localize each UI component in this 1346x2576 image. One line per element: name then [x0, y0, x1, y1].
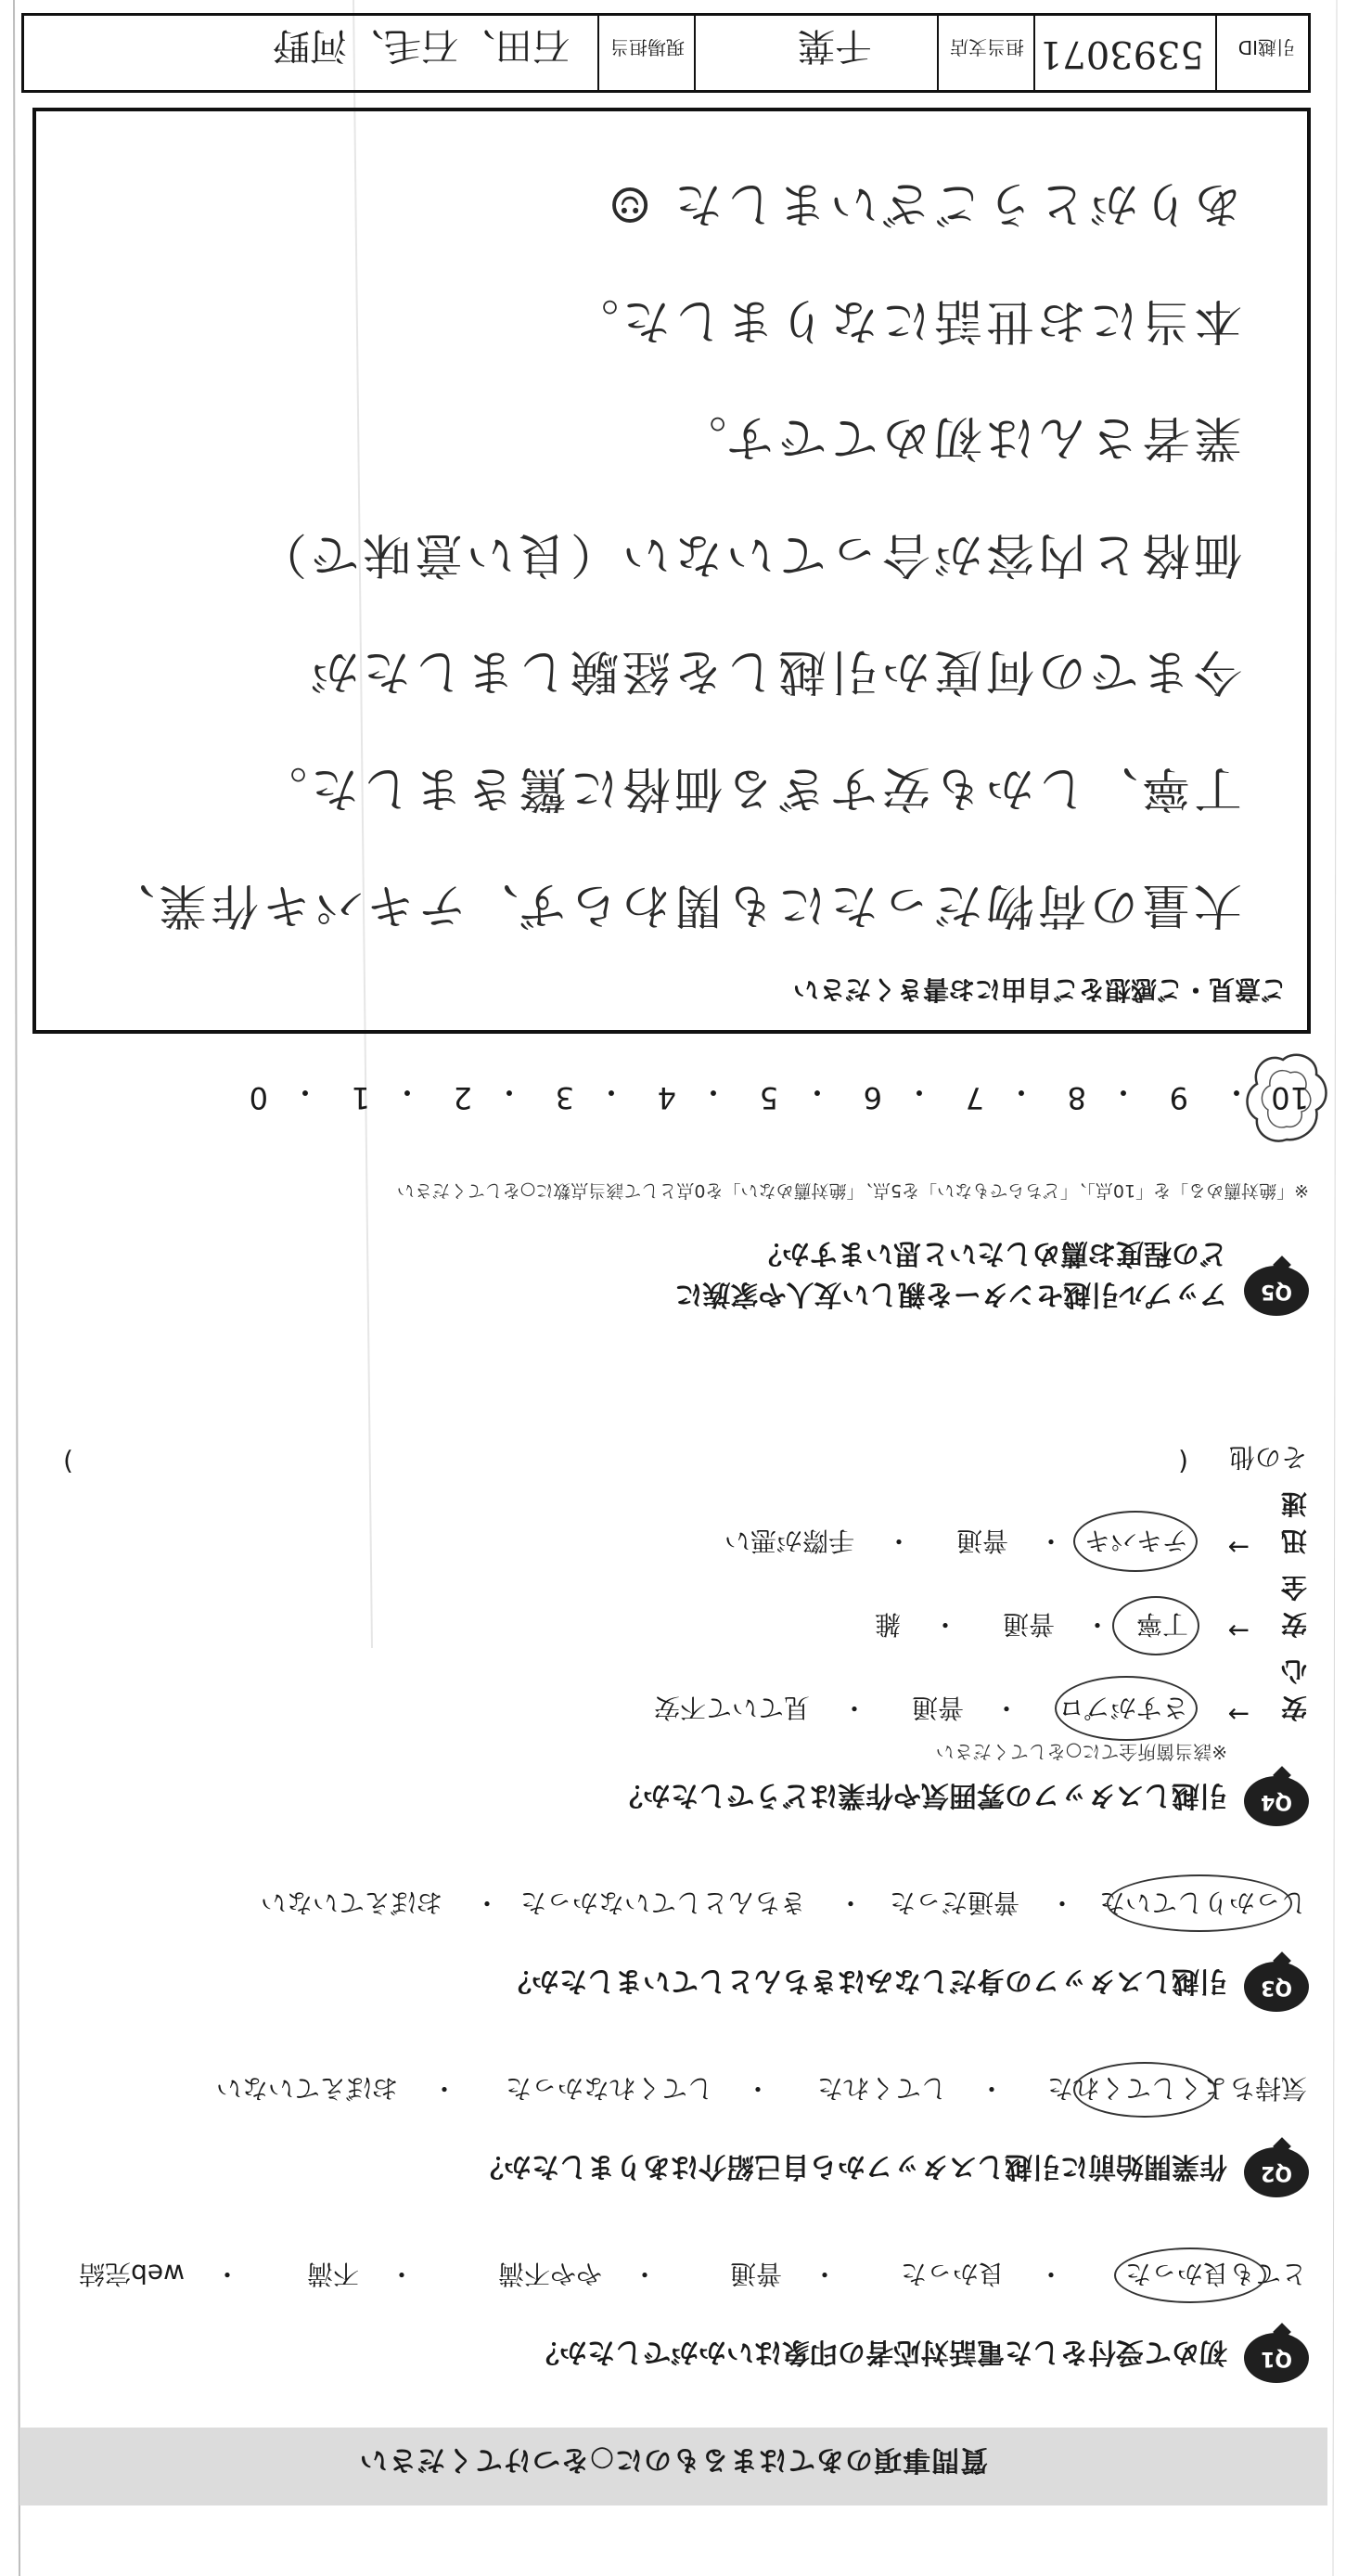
score-option[interactable]: 7	[965, 1080, 984, 1115]
q4-option[interactable]: さすがプロ	[1058, 1693, 1188, 1723]
q5-note: ※「絶対薦める」を「10点」、「どちらでもない」を5点、「絶対薦めない」を0点として該当点数に○をしてください	[396, 1180, 1309, 1201]
q2-question: 作業開始前に引越しスタッフから自己紹介はありましたか？	[476, 2150, 1227, 2183]
q5-question-line1: アップル引越センターを親しい友人や家族に	[674, 1278, 1227, 1310]
q3-option[interactable]: きちんとしていなかった	[519, 1887, 806, 1918]
q4-row-label: 安全	[1280, 1572, 1307, 1640]
handwritten-line: 大量の荷物だったにも関わらず、テキパキ作業、	[103, 877, 1242, 933]
id-table	[21, 13, 1311, 93]
score-option[interactable]: 4	[657, 1080, 676, 1115]
survey-sheet: 質問事項のあてはまるものに○をつけてください Q1 初めて受付をした電話対応者の印象はいかがでしたか？ とても良かった ・ 良かった ・ 普通 ・ やや不満 ・ 不満 ・ web完結 Q2 作業開始前に引越しスタッフから自己紹介はありましたか？ 気持ちよくしてくれた ・ してくれた ・ してくれなかった ・ おぼえていない Q3 引越しスタッフの身だしなみはきちんとしていましたか？ しっかりしていた ・ 普通だった ・ きちんとしていなかった ・ おぼえていない Q4 引越しスタッフの雰囲気や作業はどうでしたか？ ※該当箇所全てに○をしてください 安心 → さすがプロ ・ 普通 ・ 見ていて不安 安全 → 丁寧 ・ 普通 ・ 雑 迅速 → テキパキ ・ 普通 ・ 手際が悪い その他 ( ) Q5 アップル引越センターを親しい友人や家族に どの程度お薦めしたいと思いますか？ ※「絶対薦める」を「10点」、「どちらでもない」を5点、「絶対薦めない」を0点として該当点数に○をしてください 10 ・ 9 ・ 8 ・ 7 ・ 6 ・ 5 ・ 4 ・ 3 ・ 2 ・ 1 ・ 0 ご意見・ご感想をご自由にお書きください 大量の荷物だったにも関わらず、テキパキ作業、 丁寧、しかも安すぎる価格に驚きました。 今までの何度か引越しを経験しましたが 価格と内容が合っていない（良い意味で） 業者さんは初めてです。 本当にお世話になりました。 ありがとうございました ☺ 引越ID 5393071 担当支店 千葉 現場担当 石田、石毛、河野	[0, 0, 1346, 2576]
q5-score-scale: 10 ・ 9 ・ 8 ・ 7 ・ 6 ・ 5 ・ 4 ・ 3 ・ 2 ・ 1 ・ 0	[249, 1075, 1309, 1115]
q2-badge: Q2	[1244, 2147, 1309, 2197]
q4-row-label: 迅速	[1280, 1488, 1307, 1556]
instructions-banner	[19, 2428, 1327, 2505]
q4-other-label: その他	[1228, 1442, 1307, 1473]
q4-other-open: (	[1178, 1447, 1188, 1477]
q4-anshin-circle	[1055, 1676, 1198, 1741]
handwritten-line: 価格と内容が合っていない（良い意味で）	[254, 526, 1242, 582]
q1-options: とても良かった ・ 良かった ・ 普通 ・ やや不満 ・ 不満 ・ web完結	[36, 2257, 1307, 2294]
q4-option[interactable]: 普通	[911, 1693, 964, 1723]
q3-options: しっかりしていた ・ 普通だった ・ きちんとしていなかった ・ おぼえていない	[36, 1886, 1307, 1923]
q3-option[interactable]: おぼえていない	[260, 1887, 442, 1918]
handwritten-line: 業者さんは初めてです。	[674, 409, 1242, 465]
q4-anzen-circle	[1112, 1596, 1199, 1655]
q2-answer-circle	[1073, 2062, 1216, 2118]
q2-options: 気持ちよくしてくれた ・ してくれた ・ してくれなかった ・ おぼえていない	[36, 2071, 1307, 2108]
branch-label: 担当支店	[950, 36, 1024, 58]
q2-option[interactable]: 気持ちよくしてくれた	[1046, 2073, 1307, 2104]
q5-badge: Q5	[1244, 1266, 1309, 1316]
arrow-right-icon: →	[1227, 1699, 1250, 1730]
id-table-cell	[1033, 16, 1215, 90]
q4-option[interactable]: テキパキ	[1083, 1526, 1188, 1556]
id-table-cell	[1215, 16, 1308, 90]
q5-question-line2: どの程度お薦めしたいと思いますか？	[754, 1237, 1227, 1269]
score-option[interactable]: 0	[249, 1080, 268, 1115]
q1-option[interactable]: 良かった	[900, 2259, 1005, 2289]
score-option[interactable]: 1	[351, 1080, 370, 1115]
q2-option[interactable]: してくれた	[816, 2073, 947, 2104]
score-option[interactable]: 9	[1169, 1080, 1188, 1115]
comment-box	[32, 108, 1311, 1034]
q4-note: ※該当箇所全てに○をしてください	[935, 1741, 1227, 1763]
q1-option[interactable]: 普通	[729, 2259, 782, 2289]
q1-option[interactable]: 不満	[306, 2259, 359, 2289]
q4-jinsoku-circle	[1073, 1511, 1198, 1572]
q1-badge: Q1	[1244, 2333, 1309, 2383]
q4-option[interactable]: 雑	[874, 1609, 901, 1640]
q3-answer-circle	[1107, 1874, 1292, 1932]
arrow-right-icon: →	[1227, 1616, 1250, 1646]
q4-other-row	[36, 1436, 1307, 1477]
q4-badge: Q4	[1244, 1776, 1309, 1826]
q4-option[interactable]: 見ていて不安	[653, 1693, 810, 1723]
q4-option[interactable]: 手際が悪い	[724, 1526, 854, 1556]
q3-question: 引越しスタッフの身だしなみはきちんとしていましたか？	[504, 1964, 1227, 1997]
q3-option[interactable]: 普通だった	[889, 1887, 1019, 1918]
staff-value: 石田、石毛、河野	[273, 24, 570, 67]
id-value: 5393071	[1038, 32, 1204, 75]
handwritten-line: 丁寧、しかも安すぎる価格に驚きました。	[254, 760, 1242, 816]
staff-label: 現場担当	[610, 36, 685, 58]
score-option[interactable]: 3	[555, 1080, 574, 1115]
handwritten-line: ありがとうございました ☺	[604, 175, 1242, 231]
instructions-text: 質問事項のあてはまるものに○をつけてください	[358, 2443, 989, 2476]
id-table-cell	[24, 16, 597, 90]
arrow-right-icon: →	[1227, 1532, 1250, 1563]
q4-option[interactable]: 普通	[1002, 1609, 1055, 1640]
branch-value: 千葉	[798, 24, 872, 67]
score-option[interactable]: 8	[1067, 1080, 1086, 1115]
id-table-cell	[597, 16, 694, 90]
q4-row-label: 安心	[1280, 1655, 1307, 1723]
q4-option[interactable]: 丁寧	[1135, 1609, 1188, 1640]
score-option[interactable]: 6	[863, 1080, 882, 1115]
q5-flower-circle	[1244, 1045, 1329, 1147]
q4-question: 引越しスタッフの雰囲気や作業はどうでしたか？	[615, 1779, 1227, 1811]
score-option[interactable]: 5	[759, 1080, 778, 1115]
q1-option[interactable]: web完結	[79, 2259, 185, 2289]
q4-option[interactable]: 普通	[955, 1526, 1008, 1556]
id-label: 引越ID	[1237, 36, 1295, 58]
score-option[interactable]: 2	[453, 1080, 472, 1115]
score-option[interactable]: 10	[1271, 1080, 1309, 1115]
comment-title: ご意見・ご感想をご自由にお書きください	[792, 974, 1287, 1005]
handwritten-line: 今までの何度か引越しを経験しましたが	[306, 643, 1242, 699]
q3-badge: Q3	[1244, 1962, 1309, 2012]
q3-option[interactable]: しっかりしていた	[1098, 1887, 1307, 1918]
q1-answer-circle	[1114, 2248, 1266, 2303]
q2-option[interactable]: してくれなかった	[505, 2073, 713, 2104]
q1-question: 初めて受付をした電話対応者の印象はいかがでしたか？	[532, 2336, 1227, 2368]
q4-other-close: )	[63, 1447, 73, 1477]
q2-option[interactable]: おぼえていない	[215, 2073, 398, 2104]
id-table-cell	[937, 16, 1033, 90]
q1-option[interactable]: とても良かった	[1124, 2259, 1307, 2289]
id-table-cell	[694, 16, 937, 90]
q1-option[interactable]: やや不満	[497, 2259, 602, 2289]
handwritten-line: 本当にお世話になりました。	[566, 292, 1242, 348]
